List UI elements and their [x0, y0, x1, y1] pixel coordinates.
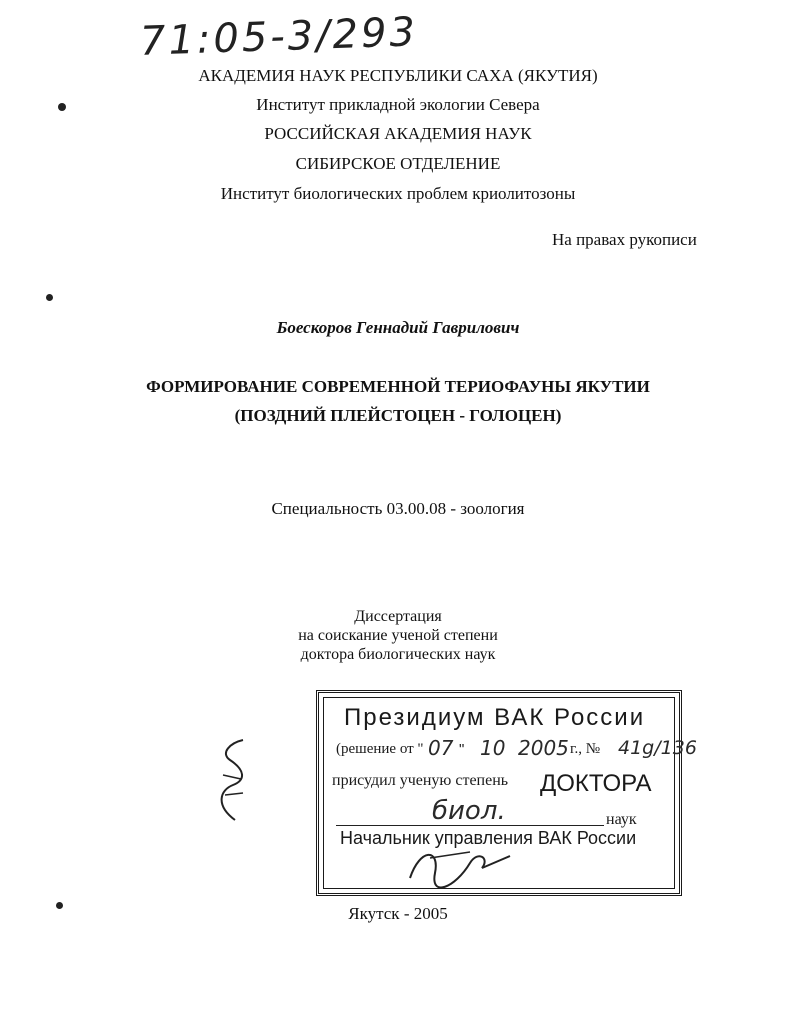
archive-number: 71:05-3/293 [139, 9, 419, 65]
stamp-decision-day: 07 [428, 736, 454, 760]
scan-mark [58, 103, 66, 111]
dissertation-title-line2: (ПОЗДНИЙ ПЛЕЙСТОЦЕН - ГОЛОЦЕН) [234, 406, 562, 425]
stamp-field-handwritten: биол. [432, 796, 506, 826]
manuscript-note: На правах рукописи [552, 230, 697, 249]
degree-line2: на соискание ученой степени [298, 627, 498, 644]
header-institute-cryolithozone: Институт биологических проблем криолитозоны [220, 184, 576, 203]
specialty: Специальность 03.00.08 - зоология [271, 499, 525, 518]
stamp-decision-prefix: (решение от " [336, 741, 424, 757]
stamp-decision-number: 41g/136 [618, 737, 697, 759]
stamp-official: Начальник управления ВАК России [340, 828, 637, 848]
header-institute-applied-ecology: Институт прикладной экологии Севера [256, 95, 540, 114]
stamp-awarded-prefix: присудил ученую степень [332, 772, 509, 789]
stamp-decision-month: 10 [480, 736, 506, 760]
header-academy-sakha: АКАДЕМИЯ НАУК РЕСПУБЛИКИ САХА (ЯКУТИЯ) [198, 66, 598, 85]
city-year: Якутск - 2005 [348, 904, 448, 923]
stamp-field-suffix: наук [606, 811, 637, 828]
stamp-awarded-degree: ДОКТОРА [540, 770, 652, 797]
stamp-decision-year: 2005 [518, 736, 569, 760]
author-name: Боескоров Геннадий Гаврилович [276, 318, 520, 337]
header-russian-academy: РОССИЙСКАЯ АКАДЕМИЯ НАУК [264, 124, 532, 143]
header-siberian-branch: СИБИРСКОЕ ОТДЕЛЕНИЕ [295, 154, 501, 173]
stamp-quote-mark: " [459, 741, 465, 758]
stamp-decision-year-suffix: г., № [570, 741, 601, 757]
degree-line1: Диссертация [354, 608, 442, 625]
degree-line3: доктора биологических наук [300, 646, 496, 663]
stamp-heading: Президиум ВАК России [344, 704, 646, 731]
stamp-signature [400, 838, 520, 898]
dissertation-title-line1: ФОРМИРОВАНИЕ СОВРЕМЕННОЙ ТЕРИОФАУНЫ ЯКУТИИ [146, 377, 650, 396]
margin-signature [205, 735, 255, 825]
scan-mark [46, 294, 53, 301]
